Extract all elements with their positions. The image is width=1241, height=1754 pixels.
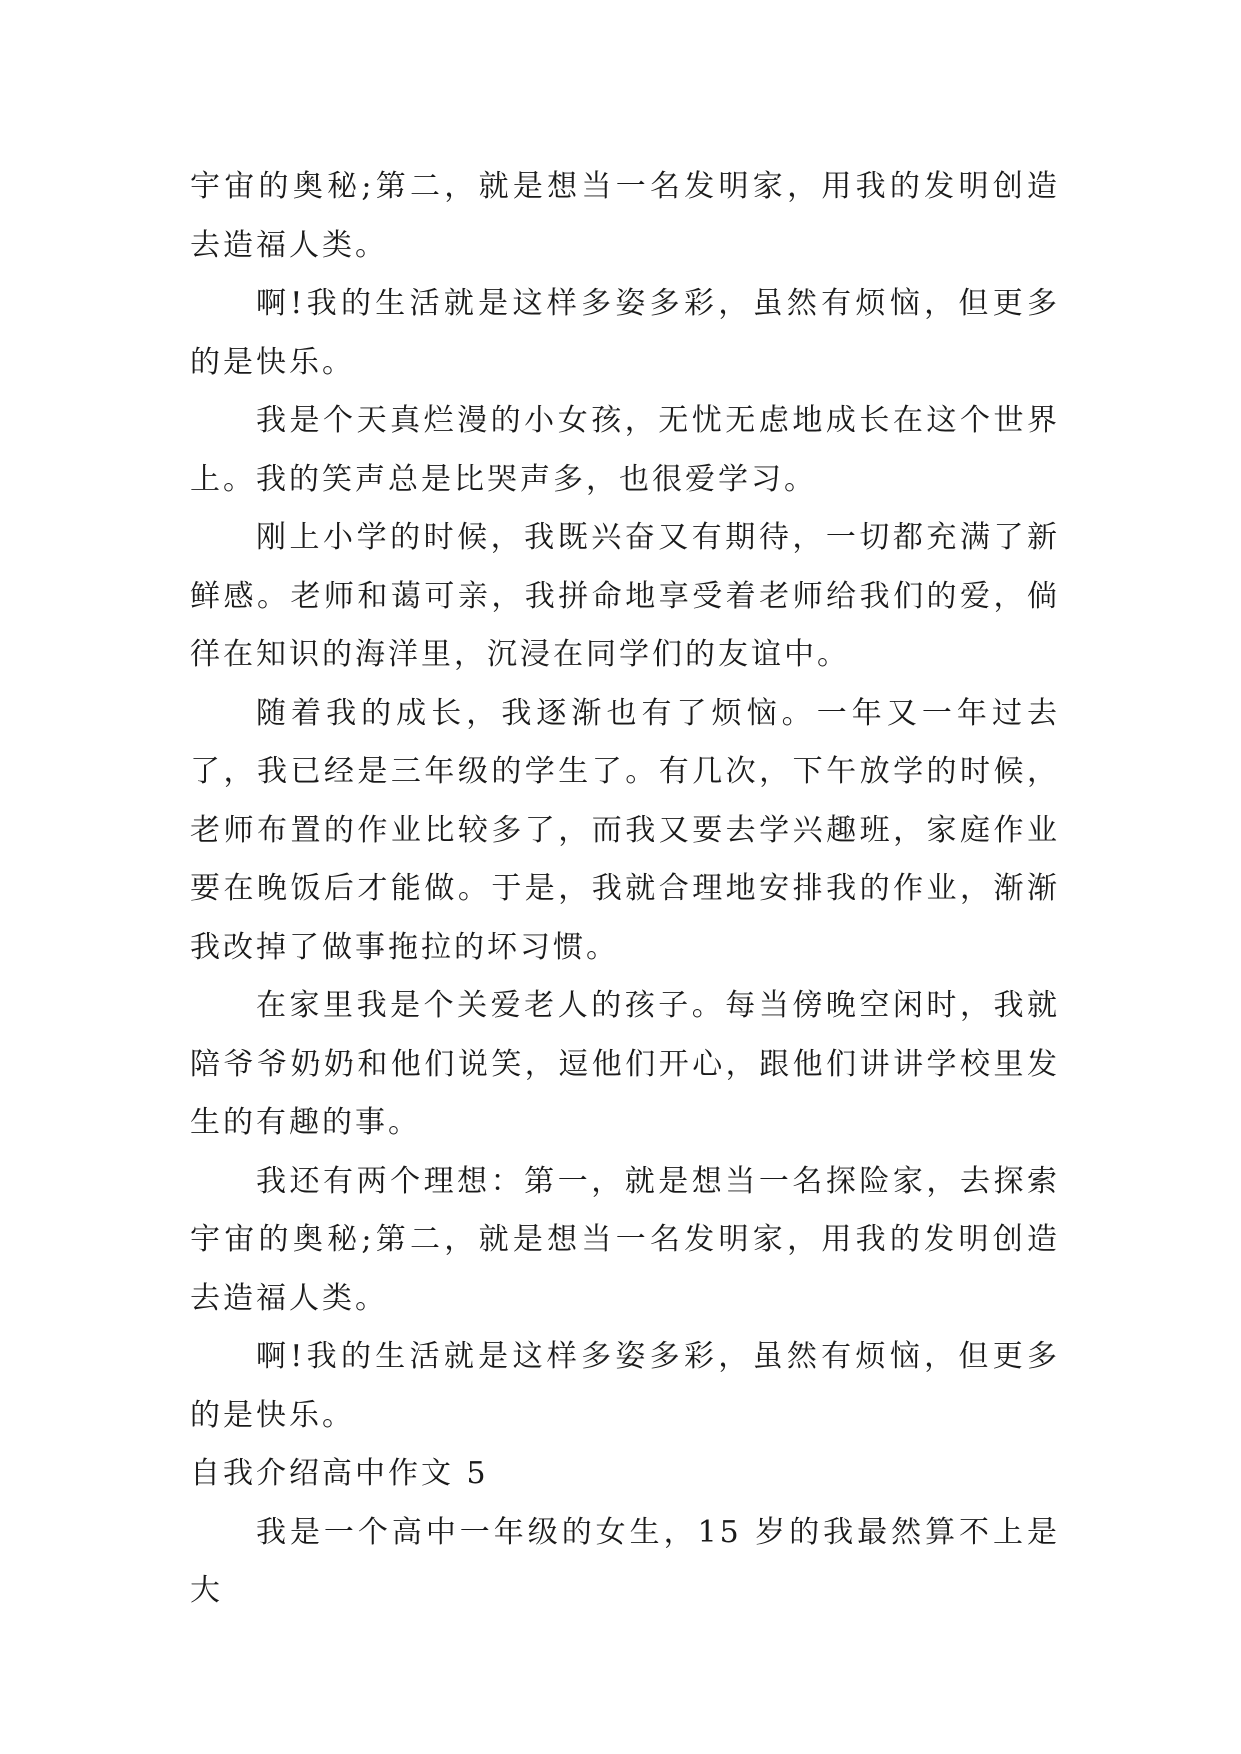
paragraph: 啊!我的生活就是这样多姿多彩，虽然有烦恼，但更多的是快乐。 bbox=[190, 1339, 1060, 1433]
paragraph: 我还有两个理想：第一，就是想当一名探险家，去探索宇宙的奥秘;第二，就是想当一名发明家，用我的发明创造去造福人类。 bbox=[190, 1163, 1060, 1316]
paragraph: 在家里我是个关爱老人的孩子。每当傍晚空闲时，我就陪爷爷奶奶和他们说笑，逗他们开心，跟他们讲讲学校里发生的有趣的事。 bbox=[190, 988, 1060, 1140]
paragraph: 宇宙的奥秘;第二，就是想当一名发明家，用我的发明创造去造福人类。 bbox=[190, 169, 1060, 263]
paragraph: 啊!我的生活就是这样多姿多彩，虽然有烦恼，但更多的是快乐。 bbox=[190, 286, 1060, 380]
document-body bbox=[190, 158, 1060, 1621]
paragraph: 我是个天真烂漫的小女孩，无忧无虑地成长在这个世界上。我的笑声总是比哭声多，也很爱学习。 bbox=[190, 403, 1060, 497]
paragraph: 刚上小学的时候，我既兴奋又有期待，一切都充满了新鲜感。老师和蔼可亲，我拼命地享受着老师给我们的爱，倘徉在知识的海洋里，沉浸在同学们的友谊中。 bbox=[190, 520, 1060, 672]
section-heading: 自我介绍高中作文 5 bbox=[190, 1456, 489, 1491]
paragraph: 随着我的成长，我逐渐也有了烦恼。一年又一年过去了，我已经是三年级的学生了。有几次，下午放学的时候，老师布置的作业比较多了，而我又要去学兴趣班，家庭作业要在晚饭后才能做。于是，我就合理地安排我的作业，渐渐我改掉了做事拖拉的坏习惯。 bbox=[190, 695, 1060, 965]
paragraph: 我是一个高中一年级的女生，15 岁的我最然算不上是大 bbox=[190, 1514, 1060, 1608]
